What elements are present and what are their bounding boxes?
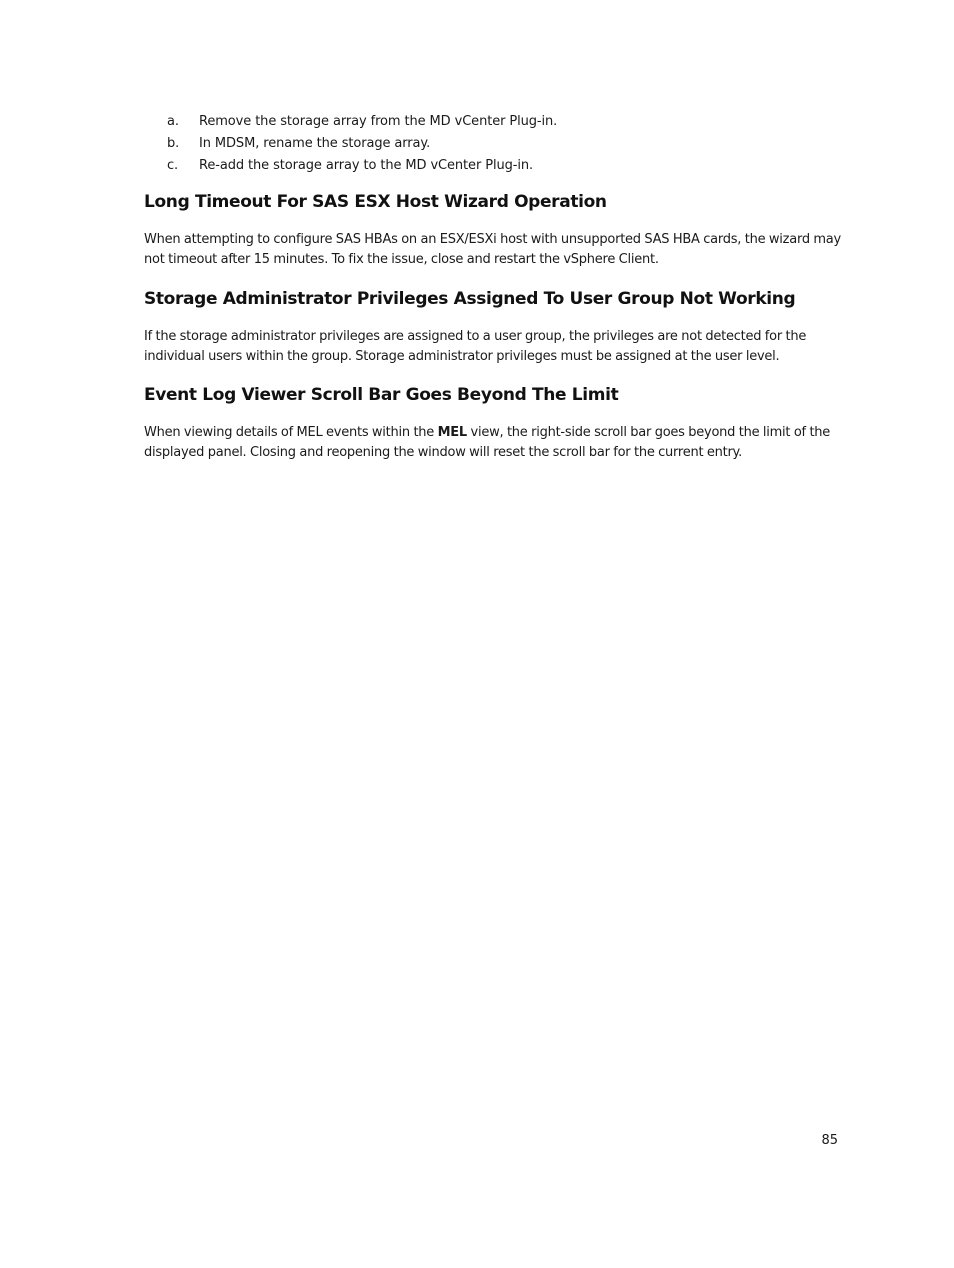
body-text-end: view, the right-side scroll bar goes beyond the limit of the displayed panel. Closing and reopening the window will reset the scroll bar for the current entry. xyxy=(144,425,831,460)
list-item-marker: b. xyxy=(167,136,180,151)
list-item-text: In MDSM, rename the storage array. xyxy=(199,136,431,151)
section-heading: Event Log Viewer Scroll Bar Goes Beyond The Limit xyxy=(144,385,619,405)
section-long-timeout xyxy=(144,191,844,269)
list-item xyxy=(144,113,844,135)
body-text-start: When viewing details of MEL events within the xyxy=(144,425,438,440)
section-body: When attempting to configure SAS HBAs on an ESX/ESXi host with unsupported SAS HBA cards, the wizard may not timeout after 15 minutes. To fix the issue, close and restart the vSphere Client. xyxy=(144,232,841,267)
section-storage-admin-privileges xyxy=(144,288,844,366)
list-item xyxy=(144,135,844,157)
list-item-marker: a. xyxy=(167,114,179,129)
list-item-marker: c. xyxy=(167,158,179,173)
mel-emphasis: MEL xyxy=(437,425,467,440)
section-event-log-scroll-bar xyxy=(144,384,844,462)
section-body xyxy=(144,423,844,462)
list-item-text: Remove the storage array from the MD vCenter Plug-in. xyxy=(199,114,558,129)
section-heading: Storage Administrator Privileges Assigned To User Group Not Working xyxy=(144,289,796,309)
list-item xyxy=(144,157,844,179)
page-number: 85 xyxy=(821,1133,838,1148)
section-body: If the storage administrator privileges are assigned to a user group, the privileges are not detected for the individual users within the group. Storage administrator privileges must be assigned at the user level. xyxy=(144,329,807,364)
rename-steps-list xyxy=(144,113,844,179)
section-heading: Long Timeout For SAS ESX Host Wizard Operation xyxy=(144,192,607,212)
list-item-text: Re-add the storage array to the MD vCenter Plug-in. xyxy=(199,158,534,173)
